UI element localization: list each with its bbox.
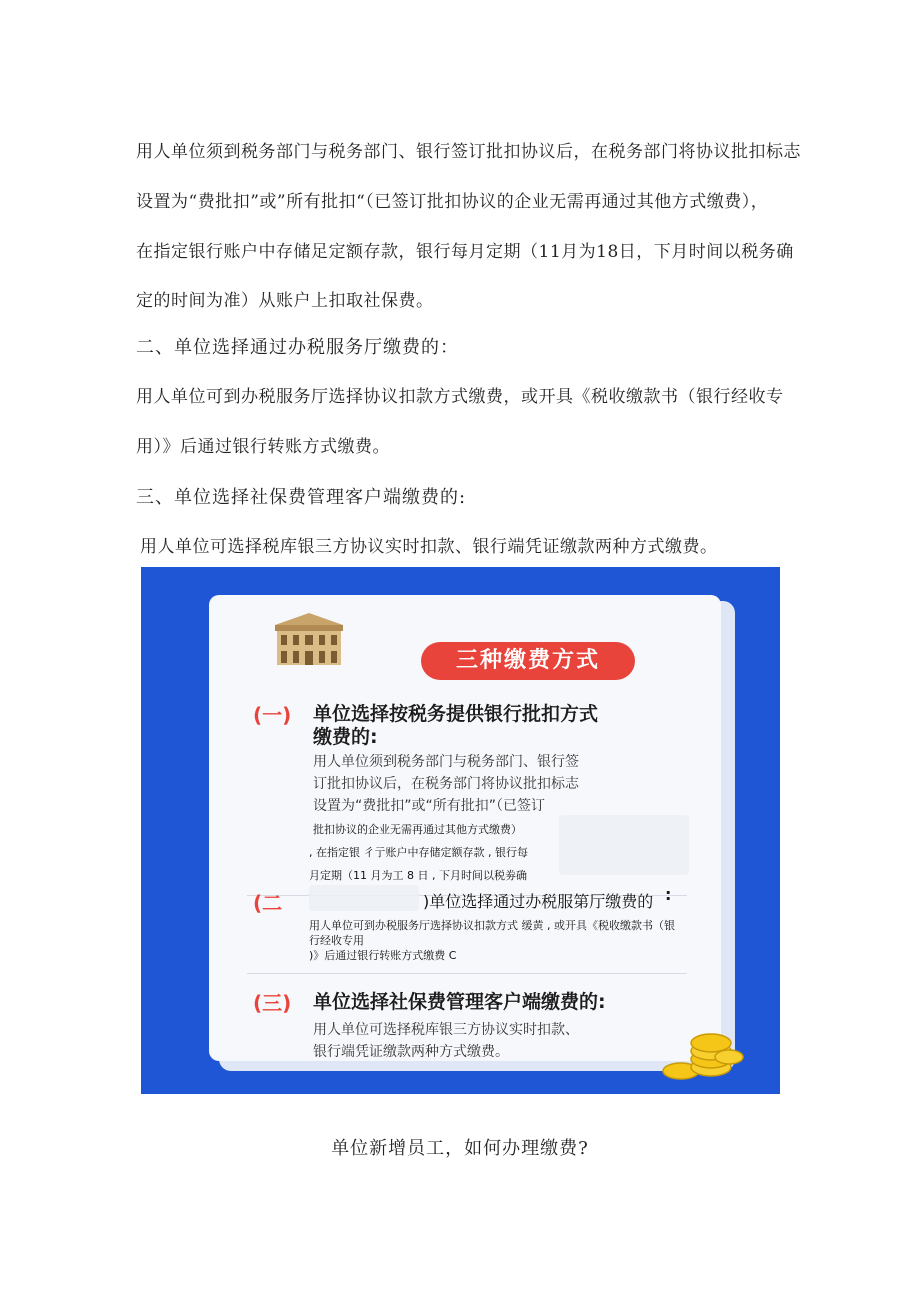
paragraph-line: 用人单位可选择税库银三方协议实时扣款、银行端凭证缴款两种方式缴费。 [140,537,718,557]
section-2-small: 用人单位可到办税服务厅选择协议扣款方式 缓黄 , 或开具《税收缴款书（银 [309,919,675,932]
section-3-body: 银行端凭证缴款两种方式缴费。 [313,1044,509,1060]
section-1-title: 缴费的: [313,726,378,748]
section-1-body: 订批扣协议后，在税务部门将协议批扣标志 [313,776,579,792]
section-heading-2: 二、单位选择通过办税服务厅缴费的： [136,337,459,358]
section-2-small: )》后通过银行转账方式缴费 C [309,949,457,962]
section-1-small: 批扣协议的企业无需再通过其他方式缴费） [313,823,522,836]
section-3-title: 单位选择社保费管理客户端缴费的: [313,991,606,1013]
section-heading-3: 三、单位选择社保费管理客户端缴费的: [136,487,467,508]
section-3-body: 用人单位可选择税库银三方协议实时扣款、 [313,1022,579,1038]
title-badge: 三种缴费方式 [421,642,635,680]
infographic-card [209,595,721,1061]
section-2-small: 行经收专用 [309,934,364,947]
section-2-title: )单位选择通过办税服第厅缴费的 [423,892,654,911]
section-1-small: 月定期（11 月为工 8 日 , 下月时间以税劵确 [309,869,527,882]
section-1-body: 用人单位须到税务部门与税务部门、银行签 [313,754,579,770]
gold-coins-icon [661,1023,745,1083]
blurred-area [309,885,419,911]
paragraph-line: 用人单位须到税务部门与税务部门、银行签订批扣协议后，在税务部门将协议批扣标志 [136,142,801,162]
building-icon [271,611,347,667]
paragraph-line: 在指定银行账户中存储足定额存款，银行每月定期（11月为18日，下月时间以税务确 [136,242,794,262]
section-3-label: (三) [253,991,292,1015]
section-1-small: , 在指定银 彳亍账户中存储定额存款 , 银行每 [309,846,528,859]
paragraph-line: 用人单位可到办税服务厅选择协议扣款方式缴费，或开具《税收缴款书（银行经收专 [136,387,784,407]
paragraph-line: 设置为“费批扣”或”所有批扣“（已签订批扣协议的企业无需再通过其他方式缴费）， [136,192,769,212]
section-2-colon: : [665,885,672,904]
paragraph-line: 定的时间为准）从账户上扣取社保费。 [136,291,434,311]
section-caption: 单位新增员工，如何办理缴费? [331,1138,589,1159]
section-1-label: (一) [253,703,292,727]
blurred-area [559,815,689,875]
section-2-label: (二 [253,891,283,915]
section-1-title: 单位选择按税务提供银行批扣方式 [313,703,599,725]
payment-methods-infographic [141,567,780,1094]
divider [247,973,687,974]
paragraph-line: 用）》后通过银行转账方式缴费。 [136,437,390,457]
section-1-body: 设置为“费批扣”或“所有批扣”（已签订 [313,798,546,814]
